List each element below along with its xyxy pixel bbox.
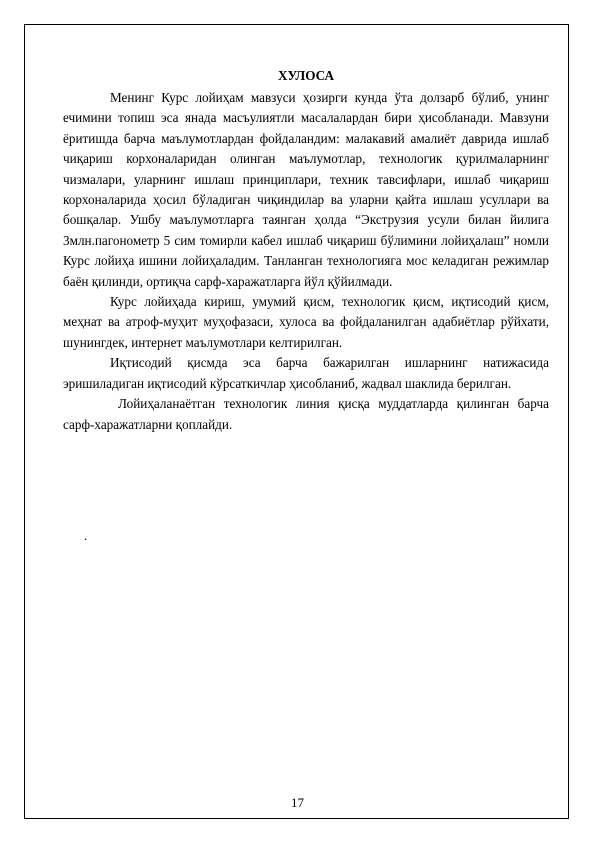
paragraph-economics: Иқтисодий қисмда эса барча бажарилган ишларнинг натижасида эришиладиган иқтисодий кўрсаткичлар ҳисобланиб, жадвал шаклида берилган. xyxy=(63,355,549,391)
page-number: 17 xyxy=(291,795,304,810)
paragraph-conclusion: Лойиҳаланаётган технологик линия қисқа муддатларда қилинган барча сарф-харажатларни қоплайди. xyxy=(63,396,549,432)
section-title: ХУЛОСА xyxy=(277,68,335,83)
paragraph-intro: Менинг Курс лойиҳам мавзуси ҳозирги кунда ўта долзарб бўлиб, унинг ечимини топиш эса янада масъулиятли масалалардан бири ҳисобланади. Мавзуни ёритишда барча маълумотлардан фойдаландим: малакавий амалиёт даврида ишлаб чиқариш корхоналаридан олинган маълумотлар, технологик қурилмаларнинг чизмалари, уларнинг ишлаш принциплари, техник тавсифлари, ишлаб чиқариш корхоналарида ҳосил бўладиган чиқиндилар ва уларни қайта ишлаш усуллари ва бошқалар. Ушбу маълумотларга таянган ҳолда “Экструзия усули билан йилига 3млн.пагонометр 5 сим томирли кабел ишлаб чиқариш бўлимини лойиҳалаш” номли Курс лойиҳа ишини лойиҳаладим. Танланган технологияга мос келадиган режимлар баён қилинди, ортиқча сарф-харажатларга йўл қўйилмади. xyxy=(63,90,549,289)
document-body xyxy=(63,68,549,435)
paragraph-structure: Курс лойиҳада кириш, умумий қисм, технологик қисм, иқтисодий қисм, меҳнат ва атроф-муҳит муҳофазаси, хулоса ва фойдаланилган адабиётлар рўйхати, шунингдек, интернет маълумотлари келтирилган. xyxy=(63,294,549,350)
stray-dot: . xyxy=(84,528,88,543)
